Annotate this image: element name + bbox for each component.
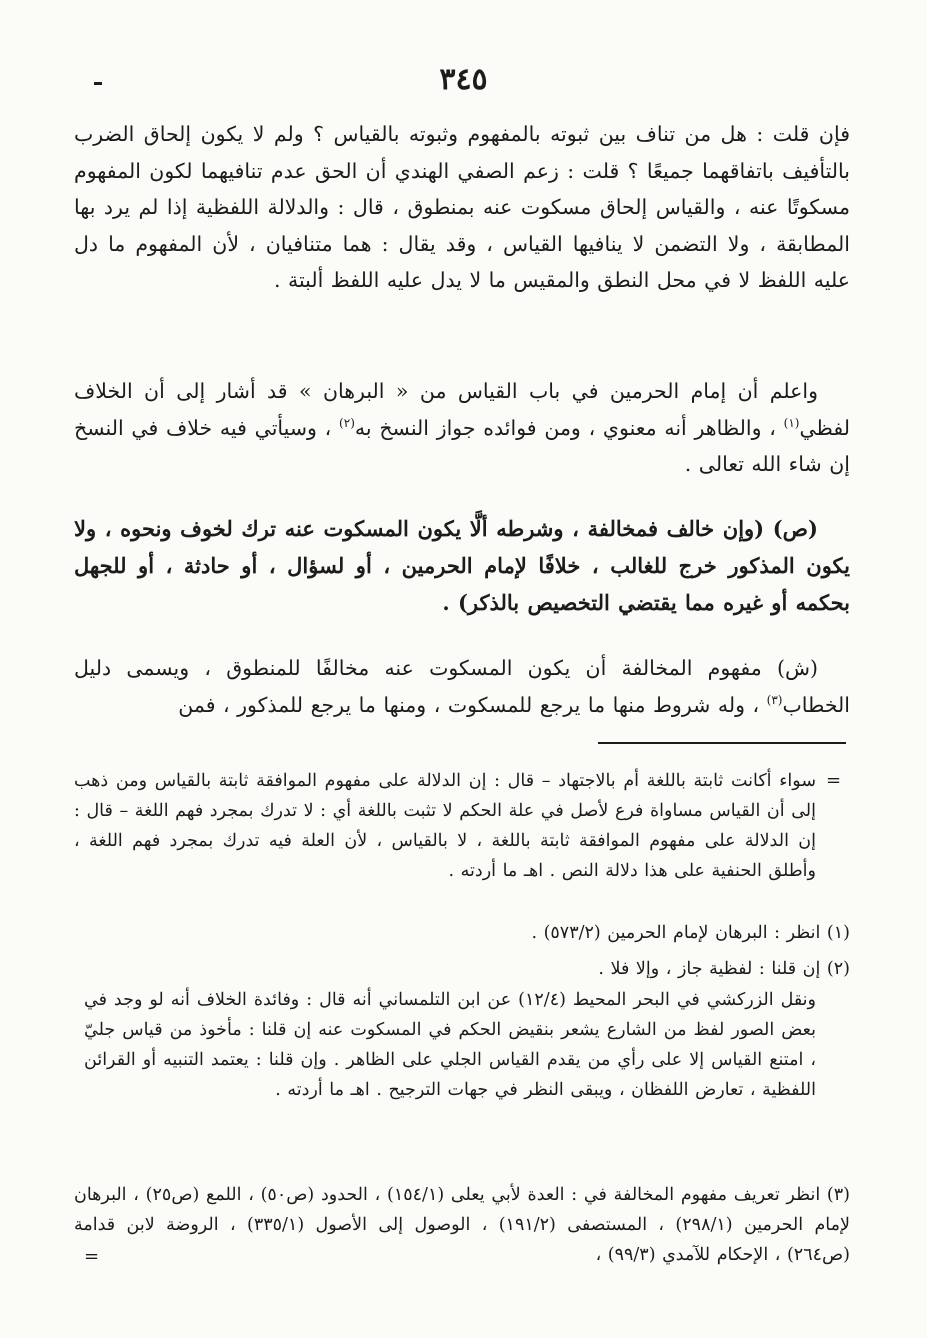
continues-mark: =: [84, 1246, 100, 1267]
paragraph-2-text-a: واعلم أن إمام الحرمين في باب القياس من « البرهان » قد أشار إلى أن الخلاف لفظي: [74, 379, 850, 440]
footnote-3: (٣) انظر تعريف مفهوم المخالفة في : العدة لأبي يعلى (١٥٤/١) ، الحدود (ص٥٠) ، اللمع (ص٢٥) ، البرهان لإمام الحرمين (٢٩٨/١) ، المستصفى (١٩١/٢) ، الوصول إلى الأصول (٣٣٥/١) ، الروضة لابن قدامة (ص٢٦٤) ، الإحكام للآمدي (٩٩/٣) ،: [74, 1185, 850, 1265]
footnote-ref-3: (٣): [766, 692, 783, 707]
footnote-separator: [598, 742, 846, 744]
paragraph-2-text-c: ، وسيأتي فيه خلاف في النسخ إن شاء الله تعالى .: [74, 415, 850, 477]
paragraph-2-text-b: ، والظاهر أنه معنوي ، ومن فوائده جواز النسخ به: [354, 415, 784, 440]
footnote-2-detail: ونقل الزركشي في البحر المحيط (١٢/٤) عن ابن التلمساني أنه قال : وفائدة الخلاف أنه لو وجد في بعض الصور لفظ من الشارع يشعر بنقيض الحكم في المسكوت عنه إن قلنا : مأخوذ من قياس جليّ ، امتنع القياس إلا على رأي من يقدم القياس الجلي على الظاهر . وإن قلنا : يعتمد التنبيه أو القرائن اللفظية ، تعارض اللفظان ، ويبقى النظر في جهات الترجيح . اهـ ما أردته .: [84, 990, 816, 1100]
paragraph-4-text-a: (ش) مفهوم المخالفة أن يكون المسكوت عنه مخالفًا للمنطوق ، ويسمى دليل الخطاب: [74, 656, 850, 717]
paragraph-2: [74, 373, 850, 483]
footnote-2: (٢) إن قلنا : لفظية جاز ، وإلا فلا .: [598, 959, 850, 979]
paragraph-4-text-b: ، وله شروط منها ما يرجع للمسكوت ، ومنها ما يرجع للمذكور ، فمن: [178, 692, 767, 717]
footnote-ref-2: (٢): [339, 415, 355, 430]
paragraph-1: فإن قلت : هل من تناف بين ثبوته بالمفهوم وثبوته بالقياس ؟ ولم لا يكون إلحاق الضرب بالتأفيف باتفاقهما جميعًا ؟ قلت : زعم الصفي الهندي أن الحق عدم تنافيهما لكون المفهوم مسكوتًا عنه ، والقياس إلحاق مسكوت عنه بمنطوق ، قال : والدلالة اللفظية إذا لم يرد بها المطابقة ، ولا التضمن لا ينافيها القياس ، وقد يقال : هما متنافيان ، لأن المفهوم ما دل عليه اللفظ لا في محل النطق والمقيس ما لا يدل عليه اللفظ ألبتة .: [74, 122, 850, 293]
footnote-continuation: سواء أكانت ثابتة باللغة أم بالاجتهاد – قال : إن الدلالة على مفهوم الموافقة ثابتة بالقياس ومن ذهب إلى أن القياس مساواة فرع لأصل في علة الحكم لا تثبت باللغة أي : لا تدرك بمجرد فهم اللغة – قال : إن الدلالة على مفهوم الموافقة ثابتة باللغة ، لا بالقياس ، لأن العلة فيه تدرك بمجرد فهم اللغة ، وأطلق الحنفية على هذا دلالة النص . اهـ ما أردته .: [74, 771, 816, 881]
footnote-1: (١) انظر : البرهان لإمام الحرمين (٥٧٣/٢) .: [531, 923, 850, 943]
page-number: ٣٤٥: [439, 62, 488, 97]
paragraph-4: [74, 650, 850, 723]
footnote-ref-1: (١): [783, 415, 800, 430]
matn-paragraph: (ص) (وإن خالف فمخالفة ، وشرطه ألَّا يكون المسكوت عنه ترك لخوف ونحوه ، ولا يكون المذكور خرج للغالب ، خلافًا لإمام الحرمين ، أو لسؤال ، أو حادثة ، أو للجهل بحكمه أو غيره مما يقتضي التخصيص بالذكر) .: [74, 516, 850, 615]
continuation-mark: =: [826, 770, 842, 791]
